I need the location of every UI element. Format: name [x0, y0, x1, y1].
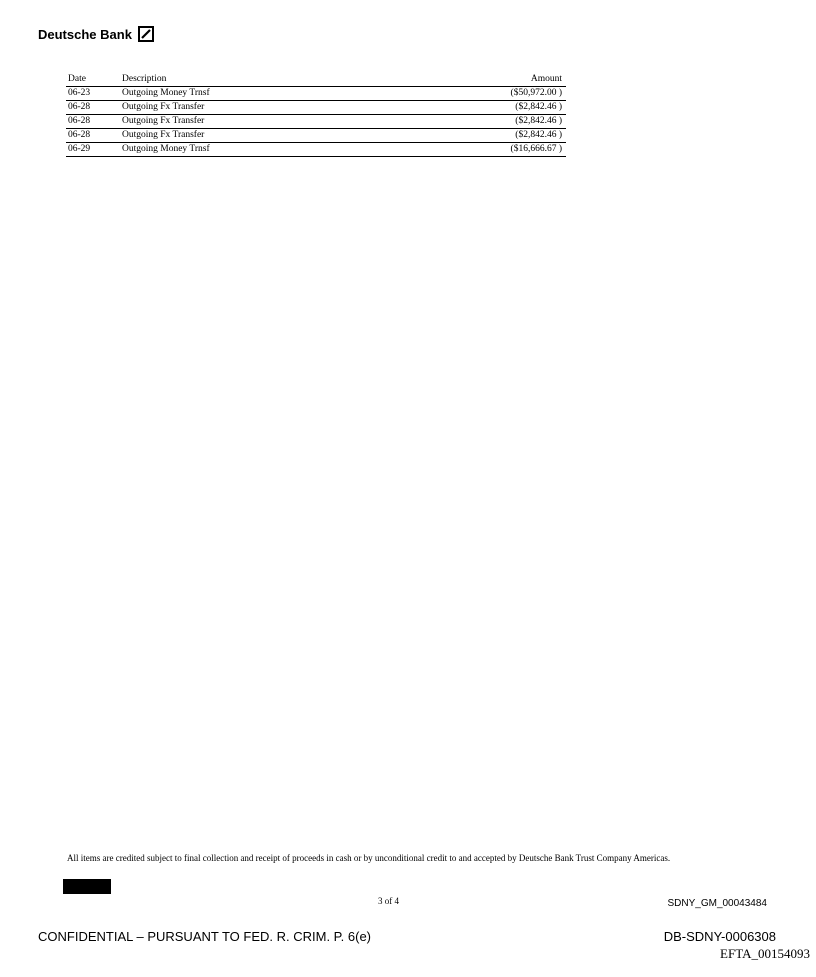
- table-row: [66, 87, 566, 101]
- page-number: 3 of 4: [378, 896, 399, 906]
- bank-name: Deutsche Bank: [38, 26, 132, 42]
- row-date: 06-23: [66, 87, 120, 101]
- table-row: [66, 101, 566, 115]
- confidential-notice: CONFIDENTIAL – PURSUANT TO FED. R. CRIM. P. 6(e): [38, 929, 372, 944]
- column-header-description: Description: [120, 73, 392, 87]
- bates-number-secondary: DB-SDNY-0006308: [663, 929, 776, 944]
- table-row: [66, 143, 566, 157]
- row-description: Outgoing Fx Transfer: [120, 115, 392, 129]
- table-header-row: [66, 73, 566, 87]
- row-amount: ($50,972.00 ): [392, 87, 566, 101]
- row-date: 06-28: [66, 129, 120, 143]
- row-amount: ($2,842.46 ): [392, 101, 566, 115]
- transactions-table: [66, 73, 566, 157]
- column-header-amount: Amount: [392, 73, 566, 87]
- deutsche-bank-slash-logo-icon: [138, 26, 154, 42]
- efta-identifier: EFTA_00154093: [720, 946, 810, 961]
- bates-number-primary: SDNY_GM_00043484: [667, 898, 767, 909]
- table-row: [66, 129, 566, 143]
- row-description: Outgoing Money Trnsf: [120, 87, 392, 101]
- redaction-box: [63, 879, 111, 894]
- column-header-date: Date: [66, 73, 120, 87]
- bank-logo: [38, 26, 154, 42]
- row-date: 06-28: [66, 115, 120, 129]
- row-amount: ($2,842.46 ): [392, 129, 566, 143]
- row-description: Outgoing Fx Transfer: [120, 101, 392, 115]
- row-amount: ($2,842.46 ): [392, 115, 566, 129]
- row-amount: ($16,666.67 ): [392, 143, 566, 157]
- row-description: Outgoing Fx Transfer: [120, 129, 392, 143]
- row-description: Outgoing Money Trnsf: [120, 143, 392, 157]
- row-date: 06-29: [66, 143, 120, 157]
- row-date: 06-28: [66, 101, 120, 115]
- table-row: [66, 115, 566, 129]
- collection-disclaimer: All items are credited subject to final collection and receipt of proceeds in cash or by unconditional credit to and accepted by Deutsche Bank Trust Company Americas.: [67, 853, 671, 863]
